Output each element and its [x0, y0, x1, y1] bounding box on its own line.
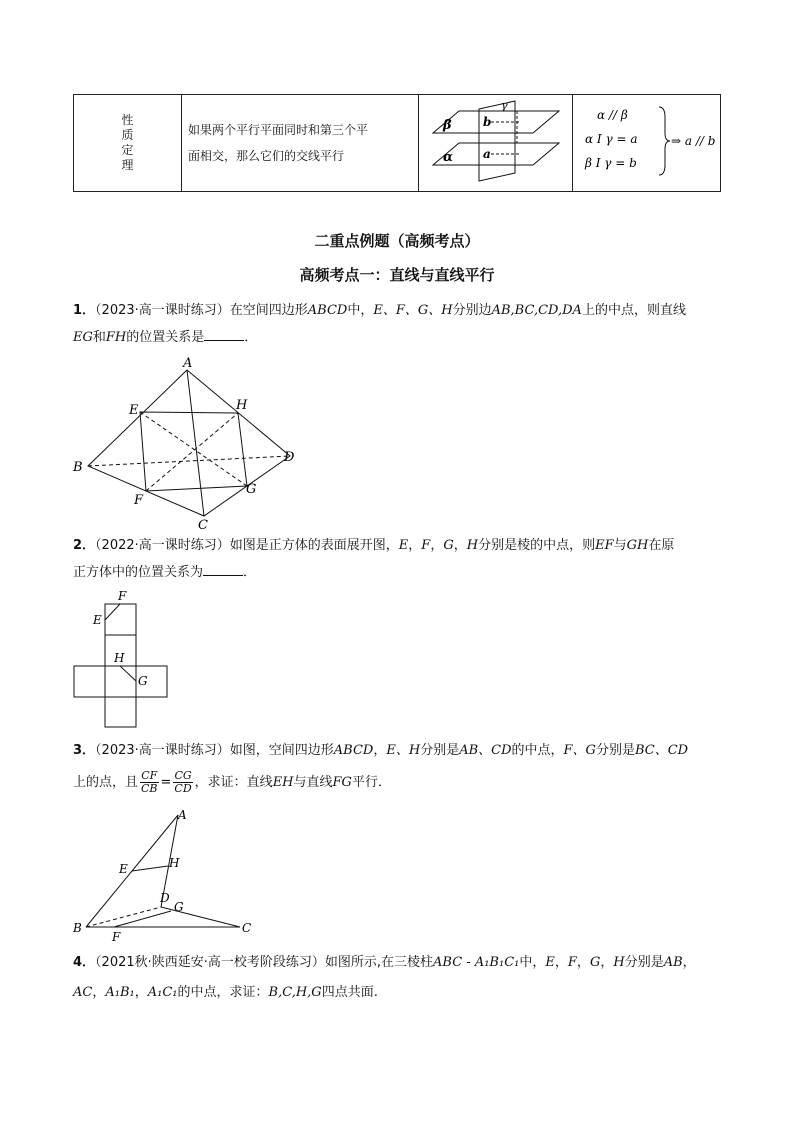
point-label: F: [118, 589, 127, 603]
point-label: A: [178, 808, 187, 822]
answer-blank[interactable]: [203, 563, 243, 576]
q-text: 的中点，求证：: [177, 985, 269, 1000]
math: H: [613, 955, 625, 970]
q-text: ，: [430, 538, 444, 553]
q-number: 4．: [73, 955, 96, 970]
fraction: [140, 770, 159, 795]
point-label: C: [198, 518, 208, 530]
q-text: ，: [134, 985, 148, 1000]
point-label: D: [284, 450, 295, 465]
label-char: 定: [121, 143, 134, 157]
table-figure-cell: [419, 95, 573, 192]
q-text: 分别是: [420, 743, 460, 758]
q-source: （2023·高一课时练习）: [95, 303, 230, 318]
point-label: H: [114, 651, 125, 665]
q-text: 的位置关系是: [126, 330, 205, 345]
q-text: 如图是正方体的表面展开图，: [229, 538, 399, 553]
formula-line: α I γ = a: [585, 132, 638, 146]
q-text: 上的点，且: [73, 775, 139, 790]
label-char: 性: [121, 113, 134, 127]
q-text: 和: [92, 330, 106, 345]
formula-result: ⇒ a // b: [671, 134, 716, 148]
math: H: [466, 538, 479, 553]
formula-line: β I γ = b: [585, 156, 637, 170]
question-2: [73, 532, 733, 586]
math: E: [398, 538, 409, 553]
point-label: E: [93, 613, 102, 627]
b-label: b: [483, 115, 492, 129]
q-text: 中，: [347, 303, 374, 318]
math: AB,BC,CD,DA: [491, 303, 582, 318]
point-label: E: [119, 862, 128, 876]
point-label: H: [236, 398, 248, 413]
q-text: 中，: [519, 955, 546, 970]
label-char: 质: [121, 128, 134, 142]
math: ABCD: [333, 743, 374, 758]
answer-blank[interactable]: [204, 328, 244, 341]
point-label: A: [183, 356, 193, 371]
math: FH: [105, 330, 127, 345]
fraction: [173, 770, 192, 795]
math: EH: [272, 775, 294, 790]
q-source: （2023·高一课时练习）: [95, 743, 230, 758]
parallel-planes-figure: [419, 95, 573, 187]
q-text: ，: [408, 538, 422, 553]
point-label: H: [169, 856, 180, 870]
point-label: B: [73, 460, 83, 475]
math: AC: [73, 985, 93, 1000]
q-text: 上的中点，则直线: [581, 303, 686, 318]
math: F、G: [563, 743, 596, 758]
point-label: G: [138, 674, 148, 688]
q-text: 分别是棱的中点，则: [478, 538, 596, 553]
q-source: （2022·高一课时练习）: [95, 538, 230, 553]
math: A₁C₁: [147, 985, 178, 1000]
q-text: 如图所示,在三棱柱: [324, 955, 434, 970]
math: E、H: [386, 743, 421, 758]
math: FG: [332, 775, 352, 790]
math: ABC - A₁B₁C₁: [433, 955, 520, 970]
property-table: [73, 94, 721, 192]
math: ABCD: [307, 303, 348, 318]
table-statement-cell: [182, 95, 419, 192]
q-text: ．: [244, 330, 258, 345]
question-4: [73, 948, 733, 1008]
numerator: CG: [174, 769, 192, 782]
section-title: 二重点例题（高频考点）: [314, 232, 480, 250]
q-text: 与直线: [293, 775, 333, 790]
math: G: [443, 538, 454, 553]
point-label: E: [129, 403, 139, 418]
q-number: 1．: [73, 303, 96, 318]
q-text: =: [160, 775, 172, 790]
denominator: CB: [141, 782, 158, 795]
q-text: 分别边: [452, 303, 492, 318]
q-text: ，: [554, 955, 568, 970]
q3-figure: [70, 805, 270, 945]
statement-line: 面相交，那么它们的交线平行: [188, 149, 345, 163]
table-label-cell: [74, 95, 182, 192]
q-text: 在空间四边形: [229, 303, 308, 318]
q-number: 3．: [73, 743, 96, 758]
math: AB: [663, 955, 683, 970]
statement-line: 如果两个平行平面同时和第三个平: [188, 123, 369, 137]
q-text: 正方体中的位置关系为: [73, 565, 204, 580]
q-text: 平行．: [351, 775, 391, 790]
point-label: B: [73, 921, 82, 935]
point-label: C: [242, 921, 252, 935]
q-text: ，: [576, 955, 590, 970]
alpha-label: α: [443, 150, 454, 165]
math: E: [545, 955, 555, 970]
question-1: [73, 297, 733, 351]
math: AB、CD: [459, 743, 512, 758]
math: E、F、G、H: [373, 303, 453, 318]
q-text: ，: [373, 743, 387, 758]
point-label: D: [160, 891, 170, 905]
q-text: 分别是: [595, 743, 635, 758]
point-label: G: [246, 482, 257, 497]
question-3: [73, 735, 733, 799]
math: GH: [626, 538, 649, 553]
q-text: 的中点，: [511, 743, 564, 758]
q-text: 在原: [648, 538, 675, 553]
math: G: [589, 955, 601, 970]
q-text: ，: [682, 955, 696, 970]
label-char: 理: [121, 158, 134, 172]
subsection-title: 高频考点一：直线与直线平行: [299, 266, 495, 284]
q-text: ，: [600, 955, 614, 970]
math: F: [567, 955, 577, 970]
denominator: CD: [174, 782, 192, 795]
q2-cube-net-figure: [70, 585, 180, 730]
math: EF: [595, 538, 614, 553]
q-text: 四点共面.: [321, 985, 378, 1000]
math: F: [421, 538, 431, 553]
a-label: a: [483, 147, 491, 161]
table-formula-cell: [573, 95, 721, 192]
q-source: （2021秋·陕西延安·高一校考阶段练习）: [95, 955, 325, 970]
point-label: G: [174, 900, 184, 914]
q-text: ．: [243, 565, 257, 580]
numerator: CF: [141, 769, 158, 782]
math: EG: [73, 330, 93, 345]
point-label: F: [112, 930, 121, 944]
q-text: 分别是: [624, 955, 664, 970]
q-text: ，求证：直线: [194, 775, 273, 790]
gamma-label: γ: [501, 99, 508, 112]
math: B,C,H,G: [268, 985, 322, 1000]
q-number: 2．: [73, 538, 96, 553]
math: A₁B₁: [105, 985, 135, 1000]
beta-label: β: [443, 118, 452, 133]
q-text: ，: [453, 538, 467, 553]
formula-line: α // β: [597, 108, 628, 122]
math: BC、CD: [634, 743, 689, 758]
q1-figure: [70, 350, 310, 530]
q-text: 与: [613, 538, 627, 553]
point-label: F: [134, 493, 144, 508]
q-text: 如图，空间四边形: [229, 743, 334, 758]
q-text: ，: [92, 985, 106, 1000]
formula-block: [573, 95, 721, 187]
